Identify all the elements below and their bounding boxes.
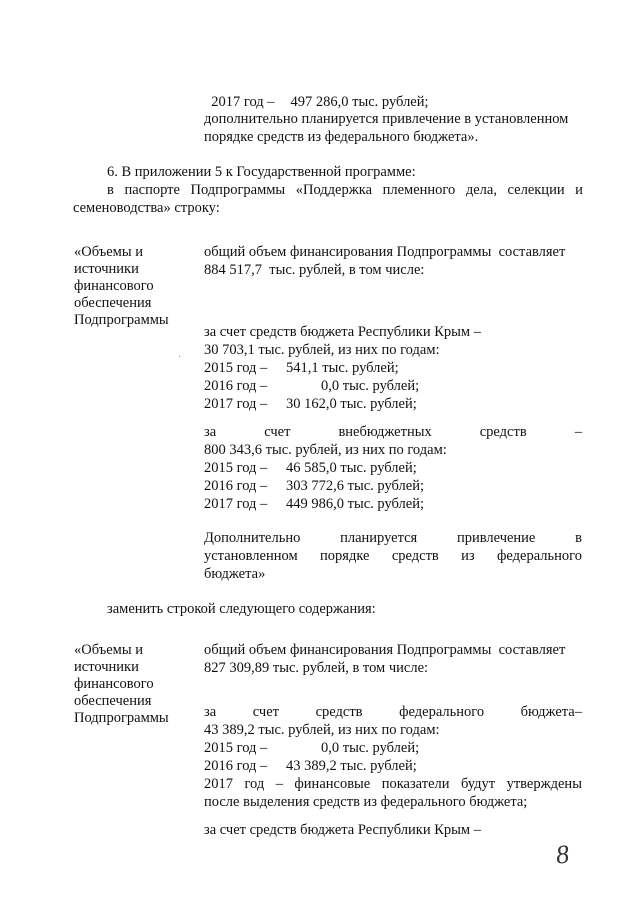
word: из <box>461 548 475 564</box>
amount-value: 0,0 тыс. рублей; <box>321 740 420 756</box>
additional-line-2: порядке средств из федерального бюджета». <box>204 129 479 145</box>
word: в <box>107 182 114 198</box>
section-6-intro-line-2: семеноводства» строку: <box>73 200 220 216</box>
old-extra-line-1 <box>204 424 582 441</box>
old-budget-rk-line-2: 30 703,1 тыс. рублей, из них по годам: <box>204 342 440 358</box>
word: федерального <box>399 704 485 720</box>
section-6-heading: 6. В приложении 5 к Государственной программе: <box>107 164 416 180</box>
old-extra-line-2: 800 343,6 тыс. рублей, из них по годам: <box>204 442 447 458</box>
word: «Поддержка <box>295 182 373 198</box>
additional-line-1: дополнительно планируется привлечение в установленном <box>204 111 569 127</box>
word: селекции <box>507 182 565 198</box>
old-budget-rk-line-1: за счет средств бюджета Республики Крым – <box>204 324 481 340</box>
new-fed-line-1 <box>204 704 582 721</box>
old-extra-year-2017 <box>204 496 424 513</box>
section-6-intro-line-1 <box>107 182 583 199</box>
amount-value: 541,1 тыс. рублей; <box>286 360 399 376</box>
old-extra-year-2016 <box>204 478 424 495</box>
amount-value: 497 286,0 тыс. рублей; <box>290 94 429 110</box>
year-label: 2017 год – <box>204 496 268 512</box>
word: показатели <box>381 776 450 792</box>
old-rk-year-2016 <box>204 378 419 395</box>
year-label: 2015 год – <box>204 740 268 756</box>
word: федерального <box>497 548 582 564</box>
word: внебюджетных <box>338 424 432 440</box>
word: Подпрограммы <box>190 182 286 198</box>
amount-value: 30 162,0 тыс. рублей; <box>286 396 417 412</box>
line-2017 <box>204 77 429 111</box>
word: 2017 <box>204 776 233 792</box>
new-fed-2017-line-2: после выделения средств из федерального бюджета; <box>204 794 528 810</box>
label-line: Подпрограммы <box>74 312 169 328</box>
amount-value: 303 772,6 тыс. рублей; <box>286 478 424 494</box>
old-block-label <box>74 244 194 329</box>
word: счет <box>252 704 279 720</box>
old-rk-year-2017 <box>204 396 417 413</box>
word: за <box>204 424 217 440</box>
word: – <box>574 424 582 440</box>
new-fed-line-2: 43 389,2 тыс. рублей, из них по годам: <box>204 722 440 738</box>
label-line: финансового <box>74 278 154 294</box>
word: бюджета– <box>520 704 582 720</box>
old-extra-year-2015 <box>204 460 417 477</box>
word: средств <box>391 548 439 564</box>
word: паспорте <box>124 182 180 198</box>
old-total-line-2: 884 517,7 тыс. рублей, в том числе: <box>204 262 425 278</box>
word: – <box>275 776 283 792</box>
label-line: «Объемы и <box>74 642 143 658</box>
label-line: источники <box>74 659 139 675</box>
year-label: 2015 год – <box>204 360 268 376</box>
word: и <box>575 182 583 198</box>
replace-instruction: заменить строкой следующего содержания: <box>107 601 376 617</box>
new-budget-rk-line-1: за счет средств бюджета Республики Крым – <box>204 822 481 838</box>
year-label: 2016 год – <box>204 378 268 394</box>
word: средств <box>315 704 363 720</box>
word: порядке <box>320 548 370 564</box>
year-label: 2016 год – <box>204 478 268 494</box>
amount-value: 0,0 тыс. рублей; <box>321 378 420 394</box>
amount-value: 449 986,0 тыс. рублей; <box>286 496 424 512</box>
old-note-line-1 <box>204 530 582 547</box>
new-fed-2017-line-1 <box>204 776 582 793</box>
label-line: обеспечения <box>74 693 152 709</box>
word: Дополнительно <box>204 530 301 546</box>
word: планируется <box>340 530 418 546</box>
label-line: Подпрограммы <box>74 710 169 726</box>
new-total-line-2: 827 309,89 тыс. рублей, в том числе: <box>204 660 429 676</box>
new-fed-year-2015 <box>204 740 419 757</box>
word: будут <box>460 776 496 792</box>
word: племенного <box>382 182 456 198</box>
word: год <box>244 776 265 792</box>
old-rk-year-2015 <box>204 360 399 377</box>
new-fed-year-2016 <box>204 758 417 775</box>
old-note-line-2 <box>204 548 582 565</box>
word: средств <box>479 424 527 440</box>
label-line: источники <box>74 261 139 277</box>
page-number: 8 <box>554 839 571 870</box>
year-label: 2015 год – <box>204 460 268 476</box>
year-label: 2017 год – <box>204 396 268 412</box>
label-line: «Объемы и <box>74 244 143 260</box>
label-line: финансового <box>74 676 154 692</box>
word: привлечение <box>456 530 536 546</box>
word: счет <box>264 424 291 440</box>
word: в <box>575 530 582 546</box>
old-note-line-3: бюджета» <box>204 566 266 582</box>
scan-dot: · <box>178 352 182 363</box>
new-block-label <box>74 642 194 727</box>
old-total-line-1: общий объем финансирования Подпрограммы составляет <box>204 244 566 260</box>
word: установленном <box>204 548 298 564</box>
year-label: 2016 год – <box>204 758 268 774</box>
new-total-line-1: общий объем финансирования Подпрограммы составляет <box>204 642 566 658</box>
word: дела, <box>465 182 497 198</box>
word: финансовые <box>294 776 371 792</box>
year-label: 2017 год – <box>211 94 275 110</box>
word: за <box>204 704 217 720</box>
word: утверждены <box>506 776 582 792</box>
amount-value: 43 389,2 тыс. рублей; <box>286 758 417 774</box>
amount-value: 46 585,0 тыс. рублей; <box>286 460 417 476</box>
label-line: обеспечения <box>74 295 152 311</box>
